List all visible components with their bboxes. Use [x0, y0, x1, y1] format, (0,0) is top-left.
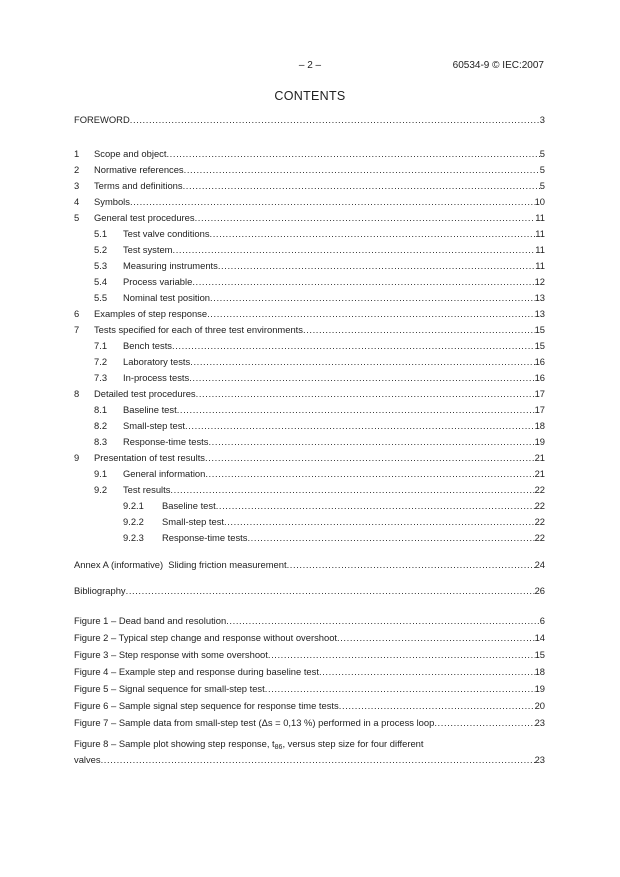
entry-title: Tests specified for each of three test environments — [94, 324, 303, 335]
entry-title: Figure 8 – Sample plot showing step response, t — [74, 738, 275, 749]
dot-leader — [216, 498, 535, 514]
entry-page: 24 — [534, 559, 545, 570]
toc-entry-section-9-2-1[interactable] — [74, 498, 545, 514]
section-number: 5.4 — [94, 276, 108, 287]
entry-page: 22 — [534, 532, 545, 543]
entry-page: 11 — [535, 260, 545, 271]
dot-leader — [183, 178, 540, 194]
entry-page: 17 — [534, 388, 545, 399]
section-number: 9.2.2 — [123, 516, 144, 527]
entry-title: Small-step test — [123, 420, 185, 431]
dot-leader — [224, 514, 535, 530]
annex-group — [74, 557, 545, 573]
toc-entry-section-7-1[interactable] — [74, 338, 545, 354]
entry-title: Test valve conditions — [123, 228, 210, 239]
toc-entry-section-6[interactable] — [74, 306, 545, 322]
toc-entry-section-7-2[interactable] — [74, 354, 545, 370]
document-id: 60534-9 © IEC:2007 — [452, 60, 544, 71]
section-number: 9 — [74, 452, 80, 463]
dot-leader — [268, 646, 535, 663]
entry-page: 20 — [534, 700, 545, 711]
entry-title: Laboratory tests — [123, 356, 191, 367]
toc-entry-foreword[interactable] — [74, 112, 545, 128]
entry-title: Figure 4 – Example step and response during baseline test — [74, 666, 319, 677]
entry-page: 3 — [539, 114, 545, 125]
sections-list — [74, 146, 545, 546]
entry-page: 16 — [534, 372, 545, 383]
dot-leader — [190, 354, 534, 370]
section-number: 5.3 — [94, 260, 108, 271]
dot-leader — [337, 629, 535, 646]
section-number: 8 — [74, 388, 80, 399]
entry-title: Bibliography — [74, 585, 126, 596]
entry-title-cont: , versus step size for four different — [282, 738, 424, 749]
toc-entry-section-3[interactable] — [74, 178, 545, 194]
section-number: 7.3 — [94, 372, 108, 383]
entry-page: 18 — [534, 420, 545, 431]
entry-page: 15 — [534, 324, 545, 335]
dot-leader — [265, 680, 535, 697]
toc-entry-section-7-3[interactable] — [74, 370, 545, 386]
entry-title: Process variable — [123, 276, 193, 287]
dot-leader — [208, 434, 534, 450]
toc-entry-section-2[interactable] — [74, 162, 545, 178]
toc-entry-section-4[interactable] — [74, 194, 545, 210]
entry-title: Normative references — [94, 164, 184, 175]
toc-entry-section-5-5[interactable] — [74, 290, 545, 306]
entry-title: Response-time tests — [123, 436, 209, 447]
entry-page: 11 — [535, 228, 545, 239]
entry-title-line1 — [74, 738, 545, 754]
dot-leader — [205, 450, 535, 466]
entry-title: Figure 6 – Sample signal step sequence for response time tests — [74, 700, 339, 711]
toc-entry-figure-4[interactable] — [74, 663, 545, 680]
toc-entry-section-9-2-3[interactable] — [74, 530, 545, 546]
foreword-group — [74, 112, 545, 128]
section-number: 9.2 — [94, 484, 108, 495]
toc-entry-section-5-3[interactable] — [74, 258, 545, 274]
section-number: 8.2 — [94, 420, 108, 431]
toc-entry-figure-3[interactable] — [74, 646, 545, 663]
toc-entry-section-8-1[interactable] — [74, 402, 545, 418]
entry-title: In-process tests — [123, 372, 190, 383]
entry-title: Baseline test — [162, 500, 216, 511]
toc-entry-section-8-3[interactable] — [74, 434, 545, 450]
toc-entry-annex-a[interactable] — [74, 557, 545, 573]
entry-title: Baseline test — [123, 404, 177, 415]
toc-entry-figure-2[interactable] — [74, 629, 545, 646]
toc-entry-section-1[interactable] — [74, 146, 545, 162]
dot-leader — [184, 162, 540, 178]
entry-title: FOREWORD — [74, 114, 130, 125]
section-number: 8.1 — [94, 404, 108, 415]
entry-title-line2 — [74, 754, 545, 766]
section-number: 8.3 — [94, 436, 108, 447]
section-number: 6 — [74, 308, 80, 319]
entry-title: Bench tests — [123, 340, 172, 351]
entry-title: Symbols — [94, 196, 130, 207]
toc-entry-bibliography[interactable] — [74, 583, 545, 599]
entry-title: Presentation of test results — [94, 452, 205, 463]
section-number: 2 — [74, 164, 80, 175]
entry-page: 15 — [534, 340, 545, 351]
toc-entry-section-8-2[interactable] — [74, 418, 545, 434]
toc-entry-section-5-2[interactable] — [74, 242, 545, 258]
dot-leader — [205, 466, 534, 482]
dot-leader — [166, 146, 539, 162]
entry-page: 17 — [534, 404, 545, 415]
toc-entry-section-5[interactable] — [74, 210, 545, 226]
entry-title: Figure 1 – Dead band and resolution — [74, 615, 227, 626]
entry-page: 22 — [534, 500, 545, 511]
dot-leader — [172, 338, 535, 354]
entry-page: 5 — [539, 164, 545, 175]
entry-title: Detailed test procedures — [94, 388, 196, 399]
entry-page: 16 — [534, 356, 545, 367]
entry-page: 15 — [534, 649, 545, 660]
entry-page: 11 — [535, 212, 545, 223]
page-number: – 2 – — [298, 60, 322, 71]
dot-leader — [173, 242, 536, 258]
toc-entry-figure-1[interactable] — [74, 612, 545, 629]
entry-title: General test procedures — [94, 212, 195, 223]
dot-leader — [210, 226, 536, 242]
entry-page: 14 — [534, 632, 545, 643]
entry-title: Scope and object — [94, 148, 167, 159]
dot-leader — [339, 697, 535, 714]
entry-page: 11 — [535, 244, 545, 255]
dot-leader — [195, 210, 536, 226]
entry-title: Figure 7 – Sample data from small-step test (Δs = 0,13 %) performed in a process loop — [74, 717, 435, 728]
dot-leader — [287, 557, 535, 573]
entry-page: 22 — [534, 516, 545, 527]
dot-leader — [170, 482, 534, 498]
entry-page: 23 — [534, 754, 545, 765]
section-number: 7.1 — [94, 340, 108, 351]
entry-title: Response-time tests — [162, 532, 248, 543]
subscript: 86 — [274, 744, 283, 751]
toc-entry-section-9-2[interactable] — [74, 482, 545, 498]
dot-leader — [130, 112, 540, 128]
dot-leader — [303, 322, 535, 338]
toc-entry-figure-6[interactable] — [74, 697, 545, 714]
toc-entry-figure-7[interactable] — [74, 714, 545, 731]
dot-leader — [177, 402, 535, 418]
entry-title: Measuring instruments — [123, 260, 218, 271]
entry-page: 5 — [539, 148, 545, 159]
dot-leader — [319, 663, 535, 680]
entry-page: 19 — [534, 436, 545, 447]
dot-leader — [101, 754, 535, 766]
bibliography-group — [74, 583, 545, 599]
entry-page: 21 — [534, 468, 545, 479]
dot-leader — [210, 290, 535, 306]
section-number: 5.1 — [94, 228, 108, 239]
entry-page: 13 — [534, 292, 545, 303]
entry-title: Figure 2 – Typical step change and response without overshoot — [74, 632, 338, 643]
dot-leader — [434, 714, 534, 731]
toc-entry-figure-8[interactable] — [74, 738, 545, 766]
dot-leader — [130, 194, 535, 210]
entry-page: 13 — [534, 308, 545, 319]
entry-title: Figure 5 – Signal sequence for small-step test — [74, 683, 265, 694]
section-number: 5.5 — [94, 292, 108, 303]
dot-leader — [192, 274, 534, 290]
toc-entry-section-9-1[interactable] — [74, 466, 545, 482]
section-number: 5.2 — [94, 244, 108, 255]
section-number: 5 — [74, 212, 80, 223]
section-number: 7 — [74, 324, 80, 335]
toc-entry-figure-5[interactable] — [74, 680, 545, 697]
entry-title: Test results — [123, 484, 171, 495]
entry-title: Test system — [123, 244, 173, 255]
entry-title: Annex A (informative) Sliding friction measurement — [74, 559, 287, 570]
entry-page: 22 — [534, 484, 545, 495]
entry-title: General information — [123, 468, 206, 479]
entry-page: 5 — [539, 180, 545, 191]
dot-leader — [207, 306, 534, 322]
dot-leader — [126, 583, 535, 599]
toc-entry-section-8[interactable] — [74, 386, 545, 402]
entry-page: 26 — [534, 585, 545, 596]
section-number: 7.2 — [94, 356, 108, 367]
entry-title: Terms and definitions — [94, 180, 183, 191]
dot-leader — [247, 530, 534, 546]
toc-entry-section-5-1[interactable] — [74, 226, 545, 242]
entry-page: 10 — [534, 196, 545, 207]
entry-title: Figure 3 – Step response with some overshoot — [74, 649, 268, 660]
section-number: 9.2.3 — [123, 532, 144, 543]
section-number: 4 — [74, 196, 80, 207]
section-number: 9.2.1 — [123, 500, 144, 511]
entry-title: Nominal test position — [123, 292, 211, 303]
contents-title: CONTENTS — [274, 89, 346, 103]
entry-title: Small-step test — [162, 516, 224, 527]
entry-page: 19 — [534, 683, 545, 694]
section-number: 3 — [74, 180, 80, 191]
dot-leader — [218, 258, 535, 274]
entry-title-end: valves — [74, 754, 101, 765]
section-number: 1 — [74, 148, 80, 159]
toc-entry-section-7[interactable] — [74, 322, 545, 338]
figures-list — [74, 612, 545, 731]
toc-entry-section-9[interactable] — [74, 450, 545, 466]
entry-page: 21 — [534, 452, 545, 463]
toc-entry-section-9-2-2[interactable] — [74, 514, 545, 530]
section-number: 9.1 — [94, 468, 108, 479]
entry-title: Examples of step response — [94, 308, 208, 319]
dot-leader — [189, 370, 534, 386]
toc-entry-section-5-4[interactable] — [74, 274, 545, 290]
figure8-group — [74, 738, 545, 766]
entry-page: 6 — [539, 615, 545, 626]
entry-page: 23 — [534, 717, 545, 728]
dot-leader — [226, 612, 540, 629]
dot-leader — [196, 386, 535, 402]
entry-page: 18 — [534, 666, 545, 677]
dot-leader — [185, 418, 535, 434]
entry-page: 12 — [534, 276, 545, 287]
